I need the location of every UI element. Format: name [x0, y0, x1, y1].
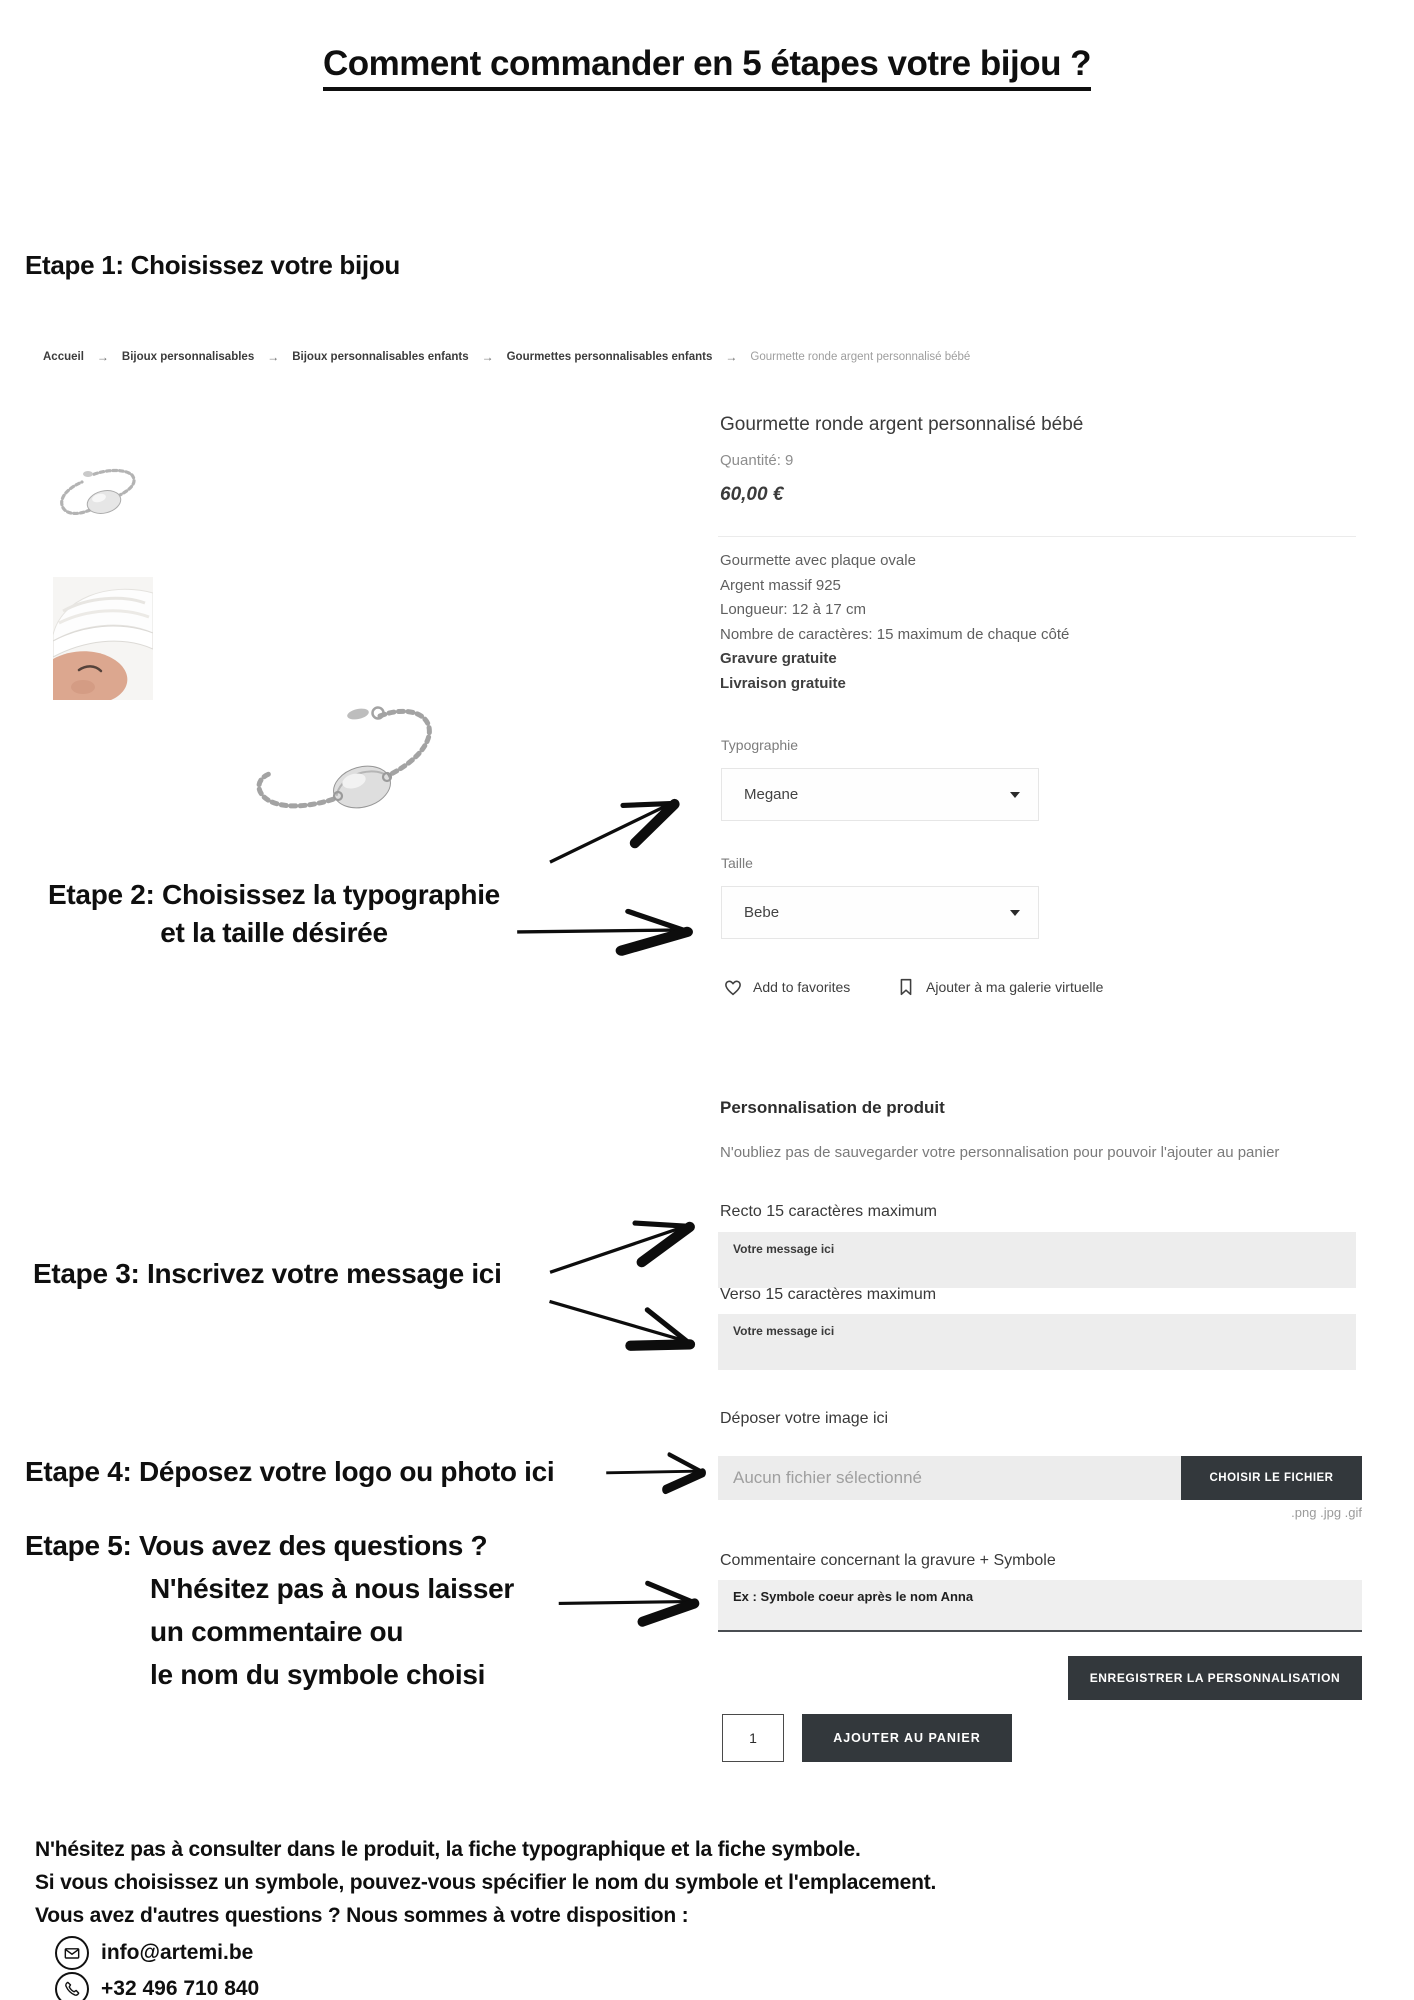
recto-label: Recto 15 caractères maximum	[720, 1203, 937, 1220]
step-2-line2: et la taille désirée	[160, 917, 388, 948]
breadcrumb-item-bijoux-enfants[interactable]: Bijoux personnalisables enfants	[292, 351, 469, 363]
save-personalization-button[interactable]: ENREGISTRER LA PERSONNALISATION	[1068, 1656, 1362, 1700]
size-select[interactable]	[721, 886, 1039, 939]
description-line: Nombre de caractères: 15 maximum de chaque côté	[720, 625, 1070, 643]
comment-input[interactable]	[718, 1580, 1362, 1632]
step-1-label: Etape 1: Choisissez votre bijou	[25, 250, 401, 280]
arrow-to-typography-icon	[536, 773, 696, 887]
breadcrumb-item-home[interactable]: Accueil	[43, 351, 84, 363]
size-label: Taille	[721, 855, 753, 871]
footer-line3: Vous avez d'autres questions ? Nous sommes à votre disposition :	[35, 1904, 689, 1927]
add-to-cart-button[interactable]: AJOUTER AU PANIER	[802, 1714, 1012, 1762]
typography-select[interactable]	[721, 768, 1039, 821]
add-to-favorites-button[interactable]	[722, 976, 850, 998]
verso-label: Verso 15 caractères maximum	[720, 1286, 937, 1303]
breadcrumb-separator-icon: →	[267, 350, 280, 364]
step-4-label: Etape 4: Déposez votre logo ou photo ici	[25, 1456, 555, 1487]
typography-label: Typographie	[721, 737, 799, 753]
file-name-field[interactable]	[718, 1456, 1181, 1500]
contact-phone[interactable]	[55, 1972, 259, 2000]
add-to-gallery-button[interactable]	[895, 976, 1103, 998]
envelope-icon	[55, 1936, 89, 1970]
description-line: Longueur: 12 à 17 cm	[720, 601, 866, 618]
arrow-to-size-icon	[515, 903, 700, 959]
chevron-down-icon	[1010, 910, 1020, 916]
step-5-line2: N'hésitez pas à nous laisser	[150, 1573, 514, 1604]
breadcrumb-separator-icon: →	[725, 350, 738, 364]
recto-message-input[interactable]	[718, 1232, 1356, 1288]
divider	[718, 536, 1356, 537]
step-5-line1: Etape 5: Vous avez des questions ?	[25, 1530, 488, 1561]
breadcrumb-separator-icon: →	[481, 350, 494, 364]
product-thumbnail-bracelet[interactable]	[52, 462, 152, 547]
chevron-down-icon	[1010, 792, 1020, 798]
breadcrumb-item-current: Gourmette ronde argent personnalisé bébé	[750, 351, 971, 363]
breadcrumb-item-gourmettes[interactable]: Gourmettes personnalisables enfants	[506, 351, 713, 363]
verso-message-input[interactable]	[718, 1314, 1356, 1370]
step-3-label: Etape 3: Inscrivez votre message ici	[33, 1258, 502, 1289]
step-5-line4: le nom du symbole choisi	[150, 1659, 486, 1690]
product-image-bracelet[interactable]	[250, 688, 465, 868]
step-2-label	[24, 876, 524, 952]
step-5-line3: un commentaire ou	[150, 1616, 404, 1647]
comment-label: Commentaire concernant la gravure + Symbole	[720, 1552, 1056, 1569]
personalization-heading: Personnalisation de produit	[720, 1098, 945, 1117]
step-5-label	[25, 1524, 514, 1696]
description-line: Gourmette avec plaque ovale	[720, 552, 916, 569]
add-to-gallery-label: Ajouter à ma galerie virtuelle	[926, 979, 1104, 995]
bookmark-icon	[895, 976, 917, 998]
product-quantity: Quantité: 9	[720, 452, 794, 469]
arrow-to-file-icon	[605, 1447, 710, 1497]
product-description	[720, 549, 1069, 696]
phone-label: +32 496 710 840	[101, 1977, 260, 2000]
arrow-to-comment-icon	[557, 1575, 705, 1630]
size-selected-value: Bebe	[744, 904, 780, 921]
email-label: info@artemi.be	[101, 1941, 254, 1964]
description-line-bold: Gravure gratuite	[720, 650, 837, 667]
contact-email[interactable]	[55, 1936, 253, 1970]
footer-line2: Si vous choisissez un symbole, pouvez-vous spécifier le nom du symbole et l'emplacement.	[35, 1871, 937, 1894]
breadcrumb	[43, 350, 970, 364]
product-thumbnail-baby-photo[interactable]	[53, 577, 153, 700]
product-price: 60,00 €	[720, 484, 784, 505]
product-title: Gourmette ronde argent personnalisé bébé	[720, 414, 1084, 435]
arrow-to-verso-icon	[540, 1273, 709, 1373]
file-types-hint: .png .jpg .gif	[1291, 1505, 1362, 1520]
breadcrumb-item-bijoux[interactable]: Bijoux personnalisables	[121, 351, 255, 363]
description-line: Argent massif 925	[720, 576, 841, 594]
breadcrumb-separator-icon: →	[96, 350, 109, 364]
phone-icon	[55, 1972, 89, 2000]
footer-line1: N'hésitez pas à consulter dans le produit, la fiche typographique et la fiche symbole.	[35, 1838, 861, 1861]
typography-selected-value: Megane	[744, 786, 799, 803]
choose-file-button[interactable]: CHOISIR LE FICHIER	[1181, 1456, 1362, 1500]
heart-icon	[722, 976, 744, 998]
page-title: Comment commander en 5 étapes votre bijou ?	[0, 44, 1414, 91]
quantity-input[interactable]	[722, 1714, 784, 1762]
add-to-favorites-label: Add to favorites	[753, 979, 851, 995]
personalization-note: N'oubliez pas de sauvegarder votre personnalisation pour pouvoir l'ajouter au panier	[720, 1144, 1280, 1161]
step-2-line1: Etape 2: Choisissez la typographie	[48, 879, 500, 910]
description-line-bold: Livraison gratuite	[720, 674, 846, 692]
image-upload-label: Déposer votre image ici	[720, 1410, 889, 1427]
footer-note	[35, 1833, 936, 1932]
